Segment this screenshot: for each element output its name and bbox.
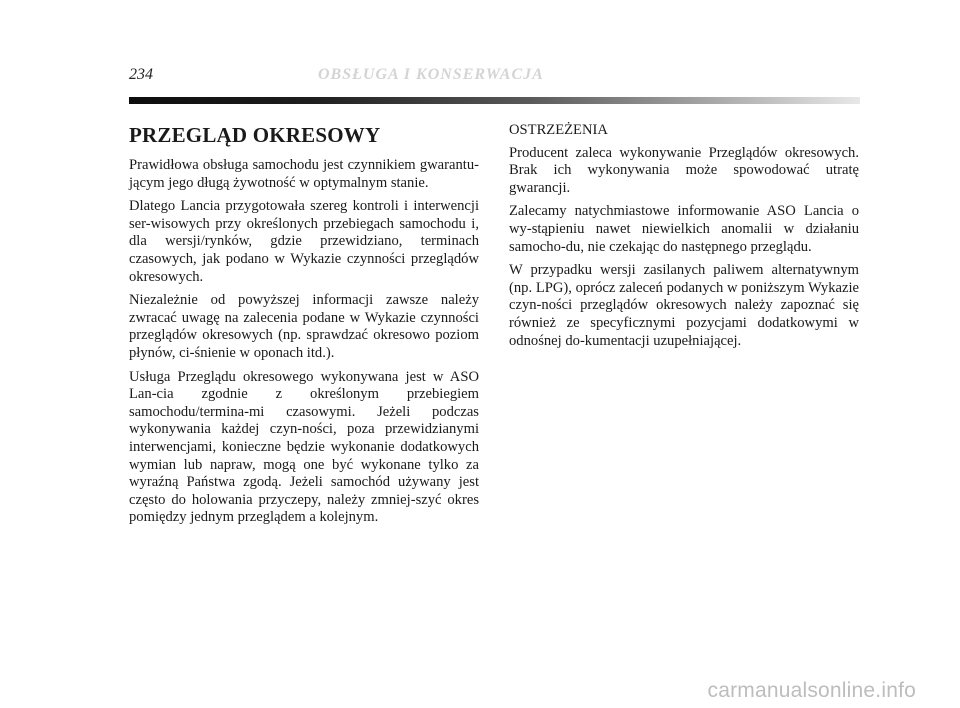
page-number: 234 [129,66,153,83]
right-column [509,122,859,356]
running-header: OBSŁUGA I KONSERWACJA [318,66,544,83]
header-rule [129,97,860,104]
left-paragraph-1: Prawidłowa obsługa samochodu jest czynnikiem gwarantu-jącym jego długą żywotność w optymalnym stanie. [129,157,479,191]
left-paragraph-3: Niezależnie od powyższej informacji zawsze należy zwracać uwagę na zalecenia podane w Wykazie czynności przeglądów okresowych (np. sprawdzać okresowo poziom płynów, ci-śnienie w oponach itd.). [129,292,479,361]
right-paragraph-2: Zalecamy natychmiastowe informowanie ASO Lancia o wy-stąpieniu nawet niewielkich anomalii w działaniu samocho-du, nie czekając do następnego przeglądu. [509,203,859,255]
right-paragraph-1: Producent zaleca wykonywanie Przeglądów okresowych. Brak ich wykonywania może spowodować utratę gwarancji. [509,144,859,196]
left-paragraph-2: Dlatego Lancia przygotowała szereg kontroli i interwencji ser-wisowych przy określonych przebiegach samochodu i, dla wersji/rynków, gdzie przewidziano, terminach czasowych, jak podano w Wykazie czynności przeglądów okresowych. [129,198,479,285]
warnings-label: OSTRZEŻENIA [509,122,608,138]
section-title: PRZEGLĄD OKRESOWY [129,123,381,147]
watermark: carmanualsonline.info [707,679,916,702]
right-paragraph-3: W przypadku wersji zasilanych paliwem alternatywnym (np. LPG), oprócz zaleceń podanych w poniższym Wykazie czyn-ności przeglądów okresowych należy zapoznać się również ze specyficznymi pozycjami dodatkowymi w odnośnej do-kumentacji uzupełniającej. [509,262,859,349]
left-paragraph-4: Usługa Przeglądu okresowego wykonywana jest w ASO Lan-cia zgodnie z określonym przebiegiem samochodu/termina-mi czasowymi. Jeżeli podczas wykonywania każdej czyn-ności, poza przewidzianymi interwencjami, konieczne będzie wykonanie dodatkowych wymian lub napraw, mogą one być wykonane tylko za wyraźną Państwa zgodą. Jeżeli samochód używany jest często do holowania przyczepy, należy zmniej-szyć okres pomiędzy jednym przeglądem a kolejnym. [129,368,479,526]
left-column [129,122,479,533]
